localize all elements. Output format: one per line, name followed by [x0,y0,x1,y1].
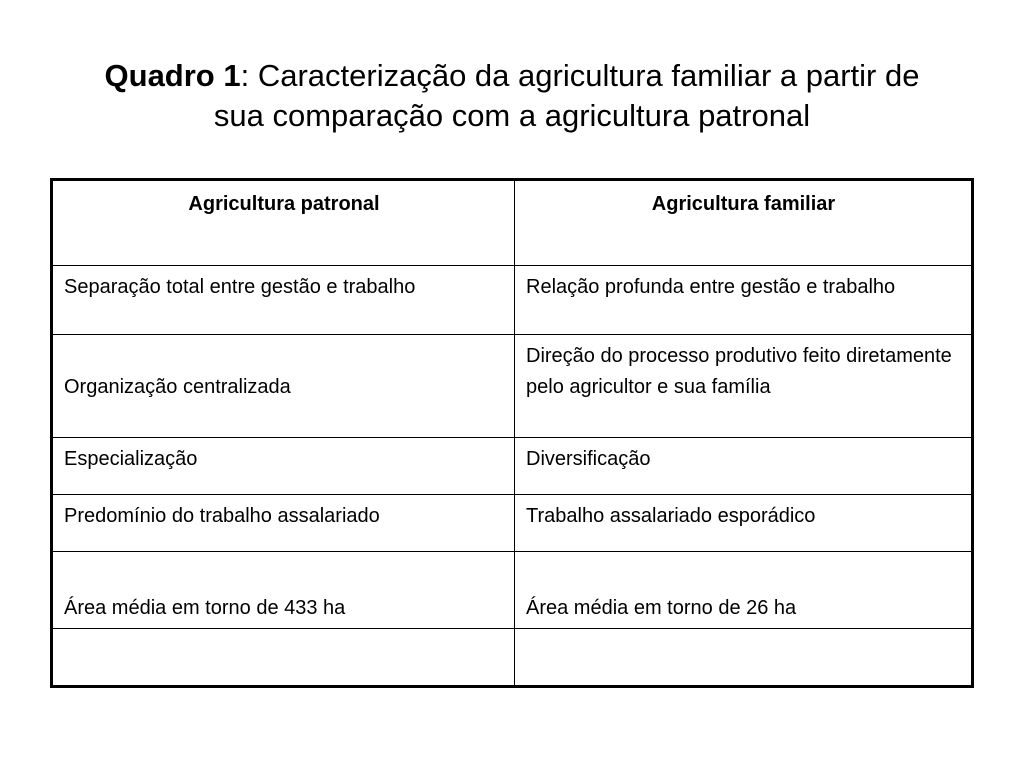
header-agricultura-familiar: Agricultura familiar [515,180,973,266]
table-cell [52,629,515,687]
table-cell: Especialização [52,438,515,495]
table-cell: Diversificação [515,438,973,495]
table-cell: Trabalho assalariado esporádico [515,495,973,552]
slide-title [40,56,984,136]
table-row [52,438,973,495]
table-row [52,266,973,335]
table-row [52,335,973,438]
table-cell [515,629,973,687]
table-cell: Área média em torno de 26 ha [515,552,973,629]
table-cell: Relação profunda entre gestão e trabalho [515,266,973,335]
table-cell: Área média em torno de 433 ha [52,552,515,629]
title-text-line2: sua comparação com a agricultura patronal [213,98,811,133]
table-cell: Direção do processo produtivo feito diretamente pelo agricultor e sua família [515,335,973,438]
comparison-table [50,178,974,688]
table-row [52,629,973,687]
table-cell: Separação total entre gestão e trabalho [52,266,515,335]
table-cell: Organização centralizada [52,335,515,438]
header-agricultura-patronal: Agricultura patronal [52,180,515,266]
table-row [52,552,973,629]
title-label: Quadro 1 [104,58,241,93]
title-text: : Caracterização da agricultura familiar a partir de [240,58,920,93]
table-header-row [52,180,973,266]
table-row [52,495,973,552]
table-cell: Predomínio do trabalho assalariado [52,495,515,552]
